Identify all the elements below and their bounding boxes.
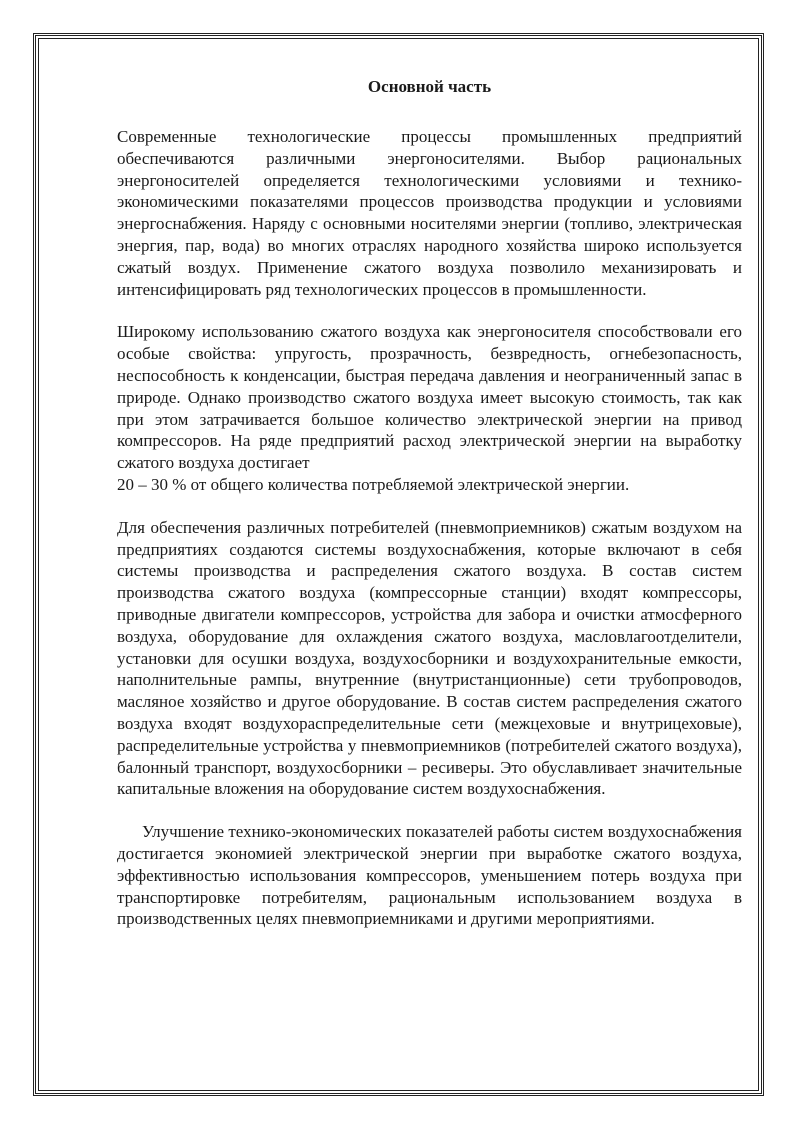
section-title: Основной часть bbox=[367, 77, 492, 96]
paragraph-4: Улучшение технико-экономических показателей работы систем воздухоснабжения достигается экономией электрической энергии при выработке сжатого воздуха, эффективностью использования компрессоров, уменьшением потерь воздуха при транспортировке потребителям, рациональным использованием воздуха в производственных целях пневмоприемниками и другими мероприятиями. bbox=[117, 822, 742, 929]
paragraph-1: Современные технологические процессы промышленных предприятий обеспечиваются различными энергоносителями. Выбор рациональных энергоносителей определяется технологическими условиями и технико-экономическими показателями процессов производства продукции и условиями энергоснабжения. Наряду с основными носителями энергии (топливо, электрическая энергия, пар, вода) во многих отраслях народного хозяйства широко используется сжатый воздух. Применение сжатого воздуха позволило механизировать и интенсифицировать ряд технологических процессов в промышленности. bbox=[117, 127, 742, 299]
paragraph-3: Для обеспечения различных потребителей (пневмоприемников) сжатым воздухом на предприятиях создаются системы воздухоснабжения, которые включают в себя системы производства и распределения сжатого воздуха. В состав систем производства сжатого воздуха (компрессорные станции) входят компрессоры, приводные двигатели компрессоров, устройства для забора и очистки атмосферного воздуха, оборудование для охлаждения сжатого воздуха, масловлагоотделители, установки для осушки воздуха, воздухосборники и воздухохранительные емкости, наполнительные рампы, внутренние (внутристанционные) сети трубопроводов, масляное хозяйство и другое оборудование. В состав систем распределения сжатого воздуха входят воздухораспределительные сети (межцеховые и внутрицеховые), распределительные устройства у пневмоприемников (потребителей сжатого воздуха), балонный транспорт, воздухосборники – ресиверы. Это обуславливает значительные капитальные вложения на оборудование систем воздухоснабжения. bbox=[117, 517, 742, 799]
document-body bbox=[117, 76, 742, 951]
paragraph-2-continuation: 20 – 30 % от общего количества потребляемой электрической энергии. bbox=[117, 474, 630, 494]
paragraph-2: Широкому использованию сжатого воздуха как энергоносителя способствовали его особые свойства: упругость, прозрачность, безвредность, огнебезопасность, неспособность к конденсации, быстрая передача давления и неограниченный запас в природе. Однако производство сжатого воздуха имеет высокую стоимость, так как при этом затрачивается большое количество электрической энергии на привод компрессоров. На ряде предприятий расход электрической энергии на выработку сжатого воздуха достигает bbox=[117, 322, 742, 473]
